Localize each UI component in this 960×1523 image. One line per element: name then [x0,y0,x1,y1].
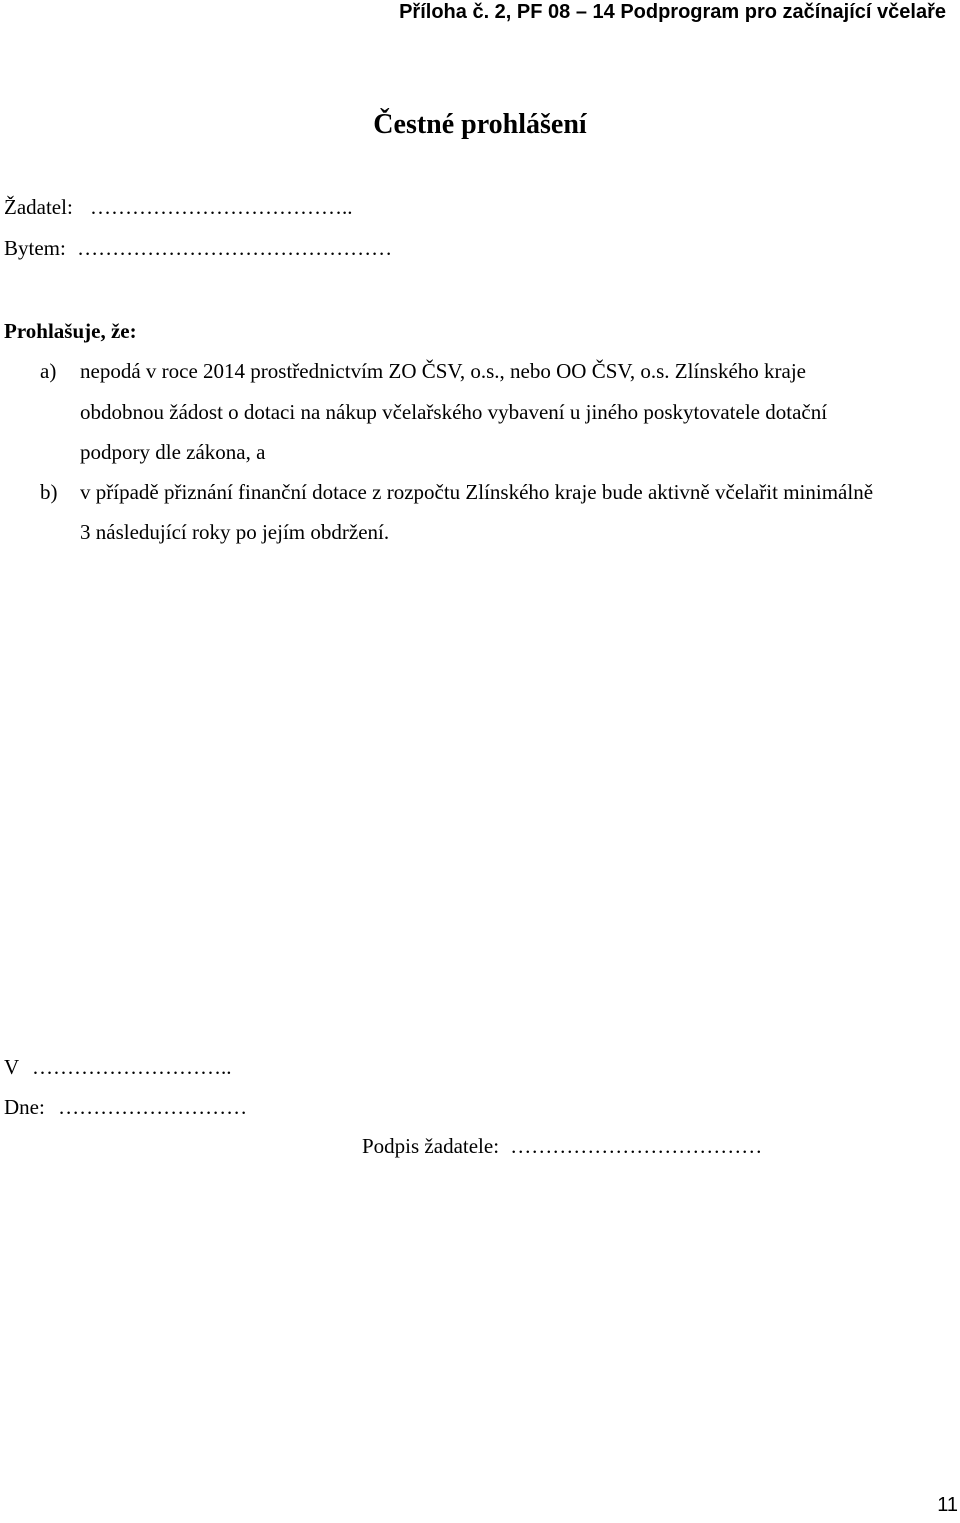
document-header: Příloha č. 2, PF 08 – 14 Podprogram pro začínající včelaře [399,1,946,23]
item-b-line-2: 3 následující roky po jejím obdržení. [80,520,390,544]
place-dots: ……………………….. [32,1055,232,1079]
declaration-heading: Prohlašuje, že: [4,319,137,343]
residence-line [4,235,392,261]
item-a-line-1: nepodá v roce 2014 prostřednictvím ZO ČSV, o.s., nebo OO ČSV, o.s. Zlínského kraje [80,359,806,383]
place-line [4,1054,232,1080]
place-label: V [4,1055,19,1079]
signature-dots: ……………………………… [510,1134,763,1158]
residence-label: Bytem: [4,236,66,260]
item-a-line-3: podpory dle zákona, a [80,440,266,464]
signature-line [362,1133,762,1159]
page-number: 11 [937,1494,958,1516]
date-dots: ……………………… [58,1095,248,1119]
residence-dots: ……………………………………… [77,236,393,260]
applicant-line [4,194,353,220]
item-b-line-1: v případě přiznání finanční dotace z rozpočtu Zlínského kraje bude aktivně včelařit minimálně [80,480,874,504]
item-a-marker: a) [40,359,57,383]
item-a-line-2: obdobnou žádost o dotaci na nákup včelařského vybavení u jiného poskytovatele dotační [80,400,828,424]
page-title: Čestné prohlášení [373,109,587,140]
signature-label: Podpis žadatele: [362,1134,500,1158]
applicant-dots: ……………………………….. [90,195,353,219]
applicant-label: Žadatel: [4,195,73,219]
date-line [4,1094,247,1120]
item-b-marker: b) [40,480,58,504]
date-label: Dne: [4,1095,45,1119]
